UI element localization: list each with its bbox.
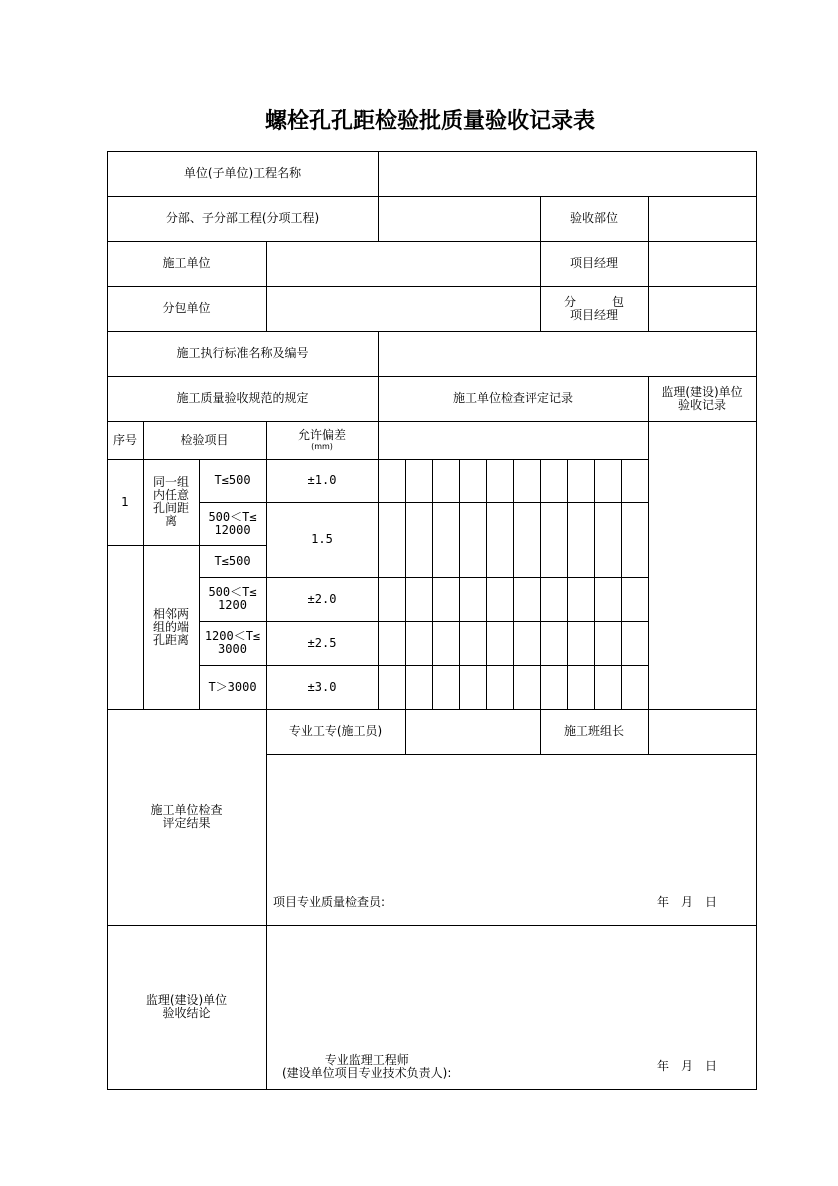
record-cell[interactable] — [378, 665, 406, 710]
project-manager-field[interactable] — [648, 241, 757, 287]
tolerance-cell: ±2.5 — [266, 621, 379, 666]
date-label: 年 月 日 — [657, 895, 718, 909]
project-manager-label: 项目经理 — [540, 241, 649, 287]
record-cell[interactable] — [513, 577, 541, 622]
record-cell[interactable] — [621, 459, 649, 503]
range-cell: T≤500 — [199, 459, 267, 503]
record-cell[interactable] — [594, 502, 622, 578]
group-2-name: 相邻两 组的端 孔距离 — [143, 545, 200, 710]
record-cell[interactable] — [567, 665, 595, 710]
record-cell[interactable] — [459, 577, 487, 622]
supervisor-result-label: 监理(建设)单位 验收结论 — [107, 925, 267, 1090]
record-cell[interactable] — [486, 665, 514, 710]
record-cell[interactable] — [405, 577, 433, 622]
inspector-label: 项目专业质量检查员: — [273, 895, 386, 909]
record-cell[interactable] — [513, 621, 541, 666]
contractor-record-label: 施工单位检查评定记录 — [378, 376, 649, 422]
record-cell[interactable] — [540, 577, 568, 622]
record-cell[interactable] — [459, 459, 487, 503]
col-unit: (mm) — [311, 441, 333, 451]
record-cell[interactable] — [405, 665, 433, 710]
record-cell[interactable] — [567, 459, 595, 503]
record-cell[interactable] — [540, 621, 568, 666]
record-cell[interactable] — [432, 459, 460, 503]
range-cell: T≤500 — [199, 545, 267, 578]
supervisor-record-label: 监理(建设)单位 验收记录 — [648, 376, 757, 422]
group-1-name: 同一组 内任意 孔间距 离 — [143, 459, 200, 546]
range-cell: 500＜T≤ 12000 — [199, 502, 267, 546]
record-cell[interactable] — [540, 502, 568, 578]
spec-label: 施工质量验收规范的规定 — [107, 376, 379, 422]
project-name-field[interactable] — [378, 151, 757, 197]
group-1-no: 1 — [107, 459, 144, 546]
col-no: 序号 — [107, 421, 144, 460]
subcontractor-field[interactable] — [266, 286, 541, 332]
record-cell[interactable] — [486, 459, 514, 503]
record-cell[interactable] — [621, 665, 649, 710]
record-cell[interactable] — [378, 459, 406, 503]
record-cell[interactable] — [486, 621, 514, 666]
team-leader-label: 施工班组长 — [540, 709, 649, 755]
record-cell[interactable] — [405, 621, 433, 666]
record-cell[interactable] — [459, 665, 487, 710]
record-cell[interactable] — [486, 502, 514, 578]
form-title: 螺栓孔孔距检验批质量验收记录表 — [264, 108, 595, 134]
project-name-label: 单位(子单位)工程名称 — [107, 151, 379, 197]
supervisor-record-field[interactable] — [648, 421, 757, 710]
group-2-no — [107, 545, 144, 710]
record-cell[interactable] — [513, 459, 541, 503]
record-cell[interactable] — [594, 665, 622, 710]
worker-field[interactable] — [405, 709, 541, 755]
range-cell: 1200＜T≤ 3000 — [199, 621, 267, 666]
standard-field[interactable] — [378, 331, 757, 377]
record-cell[interactable] — [459, 502, 487, 578]
subproject-label: 分部、子分部工程(分项工程) — [107, 196, 379, 242]
record-cell[interactable] — [378, 621, 406, 666]
record-header-blank — [378, 421, 649, 460]
standard-label: 施工执行标准名称及编号 — [107, 331, 379, 377]
record-cell[interactable] — [405, 502, 433, 578]
engineer-label: 专业监理工程师 (建设单位项目专业技术负责人): — [282, 1053, 452, 1080]
record-cell[interactable] — [378, 577, 406, 622]
tolerance-cell: ±3.0 — [266, 665, 379, 710]
record-cell[interactable] — [567, 502, 595, 578]
range-cell: T＞3000 — [199, 665, 267, 710]
team-leader-field[interactable] — [648, 709, 757, 755]
col-item: 检验项目 — [143, 421, 267, 460]
contractor-result-label: 施工单位检查 评定结果 — [107, 709, 267, 926]
col-tolerance-label: 允许偏差 — [297, 427, 346, 442]
record-cell[interactable] — [594, 577, 622, 622]
subproject-field[interactable] — [378, 196, 541, 242]
record-cell[interactable] — [567, 577, 595, 622]
acceptance-part-label: 验收部位 — [540, 196, 649, 242]
record-cell[interactable] — [459, 621, 487, 666]
record-cell[interactable] — [432, 621, 460, 666]
contractor-label: 施工单位 — [107, 241, 267, 287]
tolerance-cell: ±2.0 — [266, 577, 379, 622]
contractor-field[interactable] — [266, 241, 541, 287]
date-label-2: 年 月 日 — [657, 1059, 718, 1073]
acceptance-part-field[interactable] — [648, 196, 757, 242]
record-cell[interactable] — [405, 459, 433, 503]
record-cell[interactable] — [432, 502, 460, 578]
record-cell[interactable] — [621, 502, 649, 578]
col-tolerance — [266, 421, 379, 460]
subcontractor-label: 分包单位 — [107, 286, 267, 332]
sub-pm-label: 分 包 项目经理 — [540, 286, 649, 332]
record-cell[interactable] — [567, 621, 595, 666]
record-cell[interactable] — [432, 577, 460, 622]
record-cell[interactable] — [621, 621, 649, 666]
record-cell[interactable] — [432, 665, 460, 710]
tolerance-cell: 1.5 — [266, 502, 379, 578]
record-cell[interactable] — [540, 665, 568, 710]
worker-label: 专业工专(施工员) — [266, 709, 406, 755]
record-cell[interactable] — [594, 621, 622, 666]
record-cell[interactable] — [513, 665, 541, 710]
range-cell: 500＜T≤ 1200 — [199, 577, 267, 622]
record-cell[interactable] — [513, 502, 541, 578]
record-cell[interactable] — [594, 459, 622, 503]
record-cell[interactable] — [486, 577, 514, 622]
tolerance-cell: ±1.0 — [266, 459, 379, 503]
record-cell[interactable] — [540, 459, 568, 503]
sub-pm-field[interactable] — [648, 286, 757, 332]
record-cell[interactable] — [378, 502, 406, 578]
record-cell[interactable] — [621, 577, 649, 622]
